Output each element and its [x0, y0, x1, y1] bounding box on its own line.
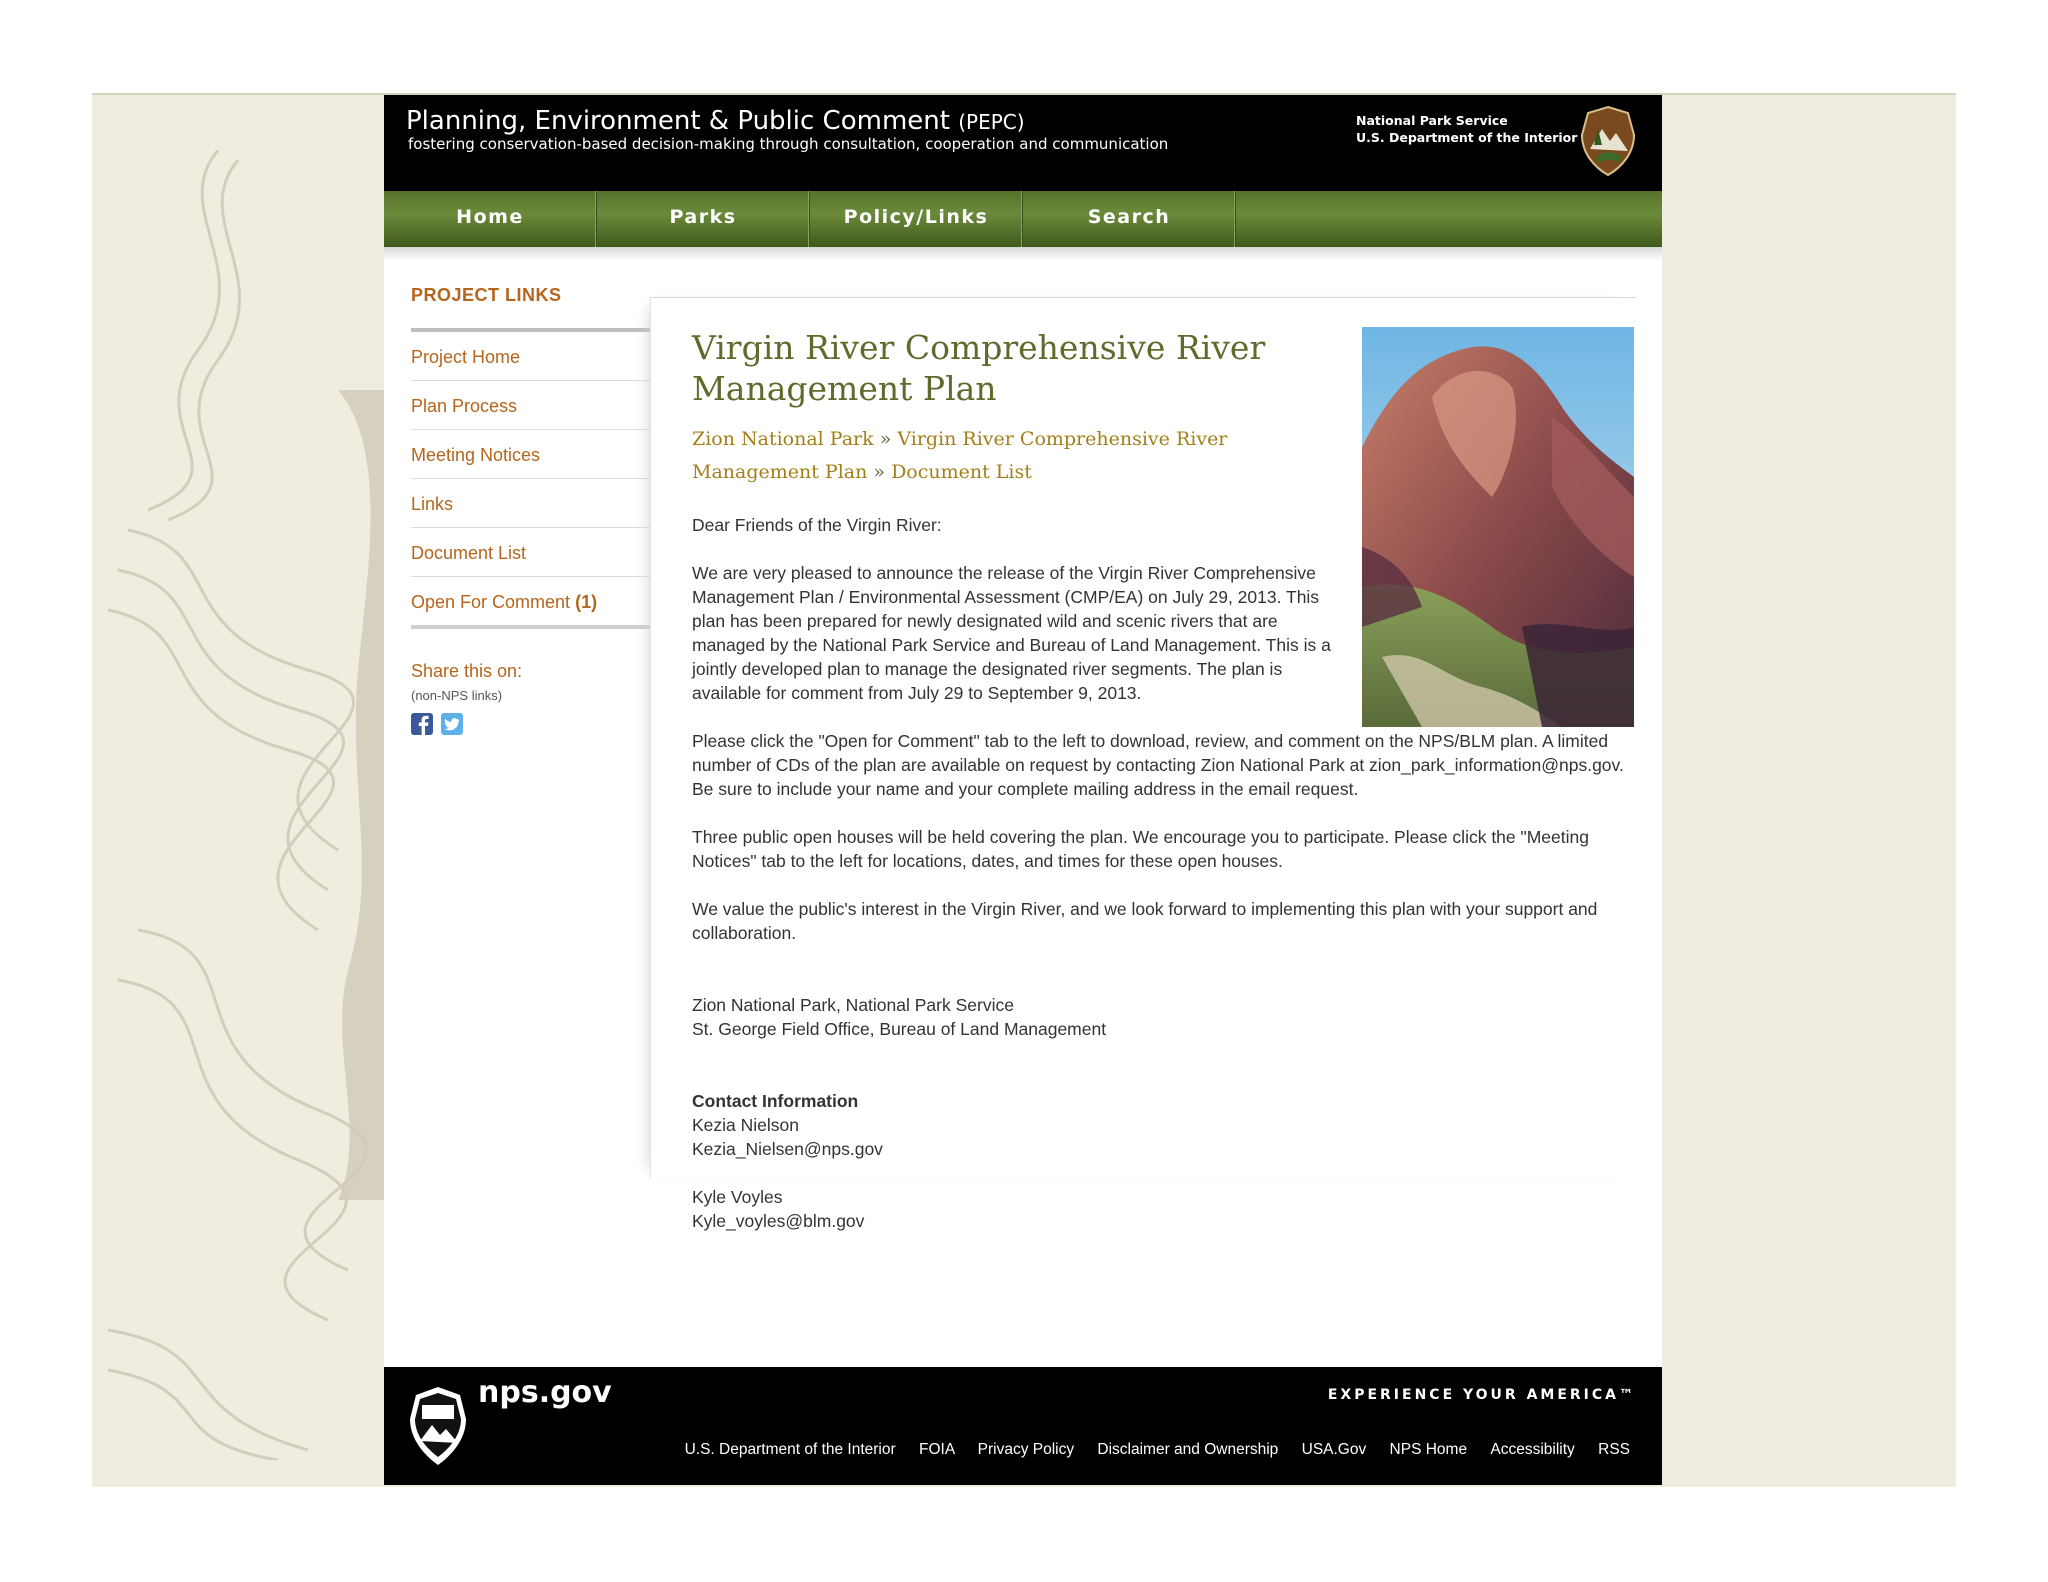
- footer-link-privacy[interactable]: Privacy Policy: [977, 1441, 1075, 1458]
- footer-link-rss[interactable]: RSS: [1598, 1441, 1630, 1458]
- footer-links: [666, 1441, 1630, 1459]
- open-for-comment-count: (1): [575, 592, 598, 612]
- page-container: [384, 95, 1662, 1485]
- footer-link-accessibility[interactable]: Accessibility: [1490, 1441, 1575, 1458]
- sidebar-divider-bottom: [411, 625, 651, 629]
- share-icons: [411, 713, 651, 735]
- nps-footer-logo-icon[interactable]: [408, 1385, 468, 1467]
- breadcrumb-current-page[interactable]: Document List: [891, 461, 1032, 483]
- contact-1-name: Kezia Nielson: [692, 1115, 799, 1135]
- nav-search[interactable]: Search: [1023, 191, 1236, 247]
- site-title[interactable]: [406, 106, 1025, 136]
- facebook-icon[interactable]: [411, 713, 433, 735]
- nps-arrowhead-logo-icon[interactable]: [1580, 105, 1636, 177]
- sidebar-link-open-for-comment[interactable]: [411, 577, 651, 625]
- sidebar-link-meeting-notices[interactable]: Meeting Notices: [411, 430, 651, 479]
- background-engraving-art: [108, 150, 388, 1460]
- contact-2-name: Kyle Voyles: [692, 1187, 783, 1207]
- paragraph-closing: We value the public's interest in the Virgin River, and we look forward to implementing this plan with your support and collaboration.: [692, 899, 1598, 943]
- page-title: Virgin River Comprehensive River Management Plan: [692, 328, 1266, 408]
- footer-link-disclaimer[interactable]: Disclaimer and Ownership: [1097, 1441, 1279, 1458]
- sidebar-link-project-home[interactable]: Project Home: [411, 332, 651, 381]
- sidebar-link-document-list[interactable]: Document List: [411, 528, 651, 577]
- paragraph-open-for-comment: Please click the "Open for Comment" tab to the left to download, review, and comment on the NPS/BLM plan. A limited number of CDs of the plan are available on request by contacting Zion National Park at zion_park_information@nps.gov. Be sure to include your name and your complete mailing address in the email request.: [692, 731, 1624, 799]
- agency-line-1: National Park Service: [1356, 113, 1508, 128]
- sidebar-link-links[interactable]: Links: [411, 479, 651, 528]
- footer-link-foia[interactable]: FOIA: [918, 1441, 955, 1458]
- site-footer: [384, 1367, 1662, 1485]
- contact-2-email[interactable]: Kyle_voyles@blm.gov: [692, 1211, 865, 1231]
- breadcrumb-park[interactable]: Zion National Park: [692, 428, 874, 450]
- nav-shadow: [384, 247, 1662, 261]
- sidebar-link-plan-process[interactable]: Plan Process: [411, 381, 651, 430]
- article-body: [692, 513, 1632, 1233]
- site-title-text: Planning, Environment & Public Comment: [406, 106, 950, 136]
- twitter-icon[interactable]: [441, 713, 463, 735]
- breadcrumb-separator: »: [879, 428, 892, 450]
- signature-line-1: Zion National Park, National Park Service: [692, 995, 1014, 1015]
- breadcrumb-separator: »: [873, 461, 886, 483]
- nav-home[interactable]: Home: [384, 191, 597, 247]
- site-tagline: fostering conservation-based decision-making through consultation, cooperation and communication: [408, 135, 1169, 153]
- breadcrumb: [692, 423, 1332, 489]
- footer-site-name[interactable]: nps.gov: [478, 1375, 612, 1410]
- site-title-abbr: (PEPC): [958, 110, 1025, 134]
- footer-tagline: EXPERIENCE YOUR AMERICA™: [1327, 1387, 1636, 1403]
- footer-link-doi[interactable]: U.S. Department of the Interior: [684, 1441, 896, 1458]
- signature-line-2: St. George Field Office, Bureau of Land Management: [692, 1019, 1107, 1039]
- contact-heading: Contact Information: [692, 1091, 859, 1111]
- nav-parks[interactable]: Parks: [597, 191, 810, 247]
- share-label: Share this on:: [411, 661, 523, 681]
- agency-line-2: U.S. Department of the Interior: [1356, 130, 1578, 145]
- sidebar-heading: PROJECT LINKS: [411, 285, 562, 305]
- greeting: Dear Friends of the Virgin River:: [692, 515, 942, 535]
- contact-1-email[interactable]: Kezia_Nielsen@nps.gov: [692, 1139, 883, 1159]
- footer-link-nps-home[interactable]: NPS Home: [1389, 1441, 1468, 1458]
- site-header: [384, 95, 1662, 191]
- open-for-comment-label: Open For Comment: [411, 592, 571, 612]
- nav-policy-links[interactable]: Policy/Links: [810, 191, 1023, 247]
- breadcrumb-plan[interactable]: Virgin River Comprehensive River Management Plan: [692, 428, 1228, 483]
- sidebar: [411, 285, 651, 735]
- footer-link-usagov[interactable]: USA.Gov: [1301, 1441, 1367, 1458]
- share-note: (non-NPS links): [411, 688, 503, 703]
- paragraph-announcement: We are very pleased to announce the release of the Virgin River Comprehensive Management Plan / Environmental Assessment (CMP/EA) on July 29, 2013. This plan has been prepared for newly designated wild and scenic rivers that are managed by the National Park Service and Bureau of Land Management. This is a jointly developed plan to manage the designated river segments. The plan is available for comment from July 29 to September 9, 2013.: [692, 563, 1331, 703]
- paragraph-open-houses: Three public open houses will be held covering the plan. We encourage you to participate. Please click the "Meeting Notices" tab to the left for locations, dates, and times for these open houses.: [692, 827, 1589, 871]
- main-nav: [384, 191, 1662, 247]
- agency-name: [1356, 112, 1577, 146]
